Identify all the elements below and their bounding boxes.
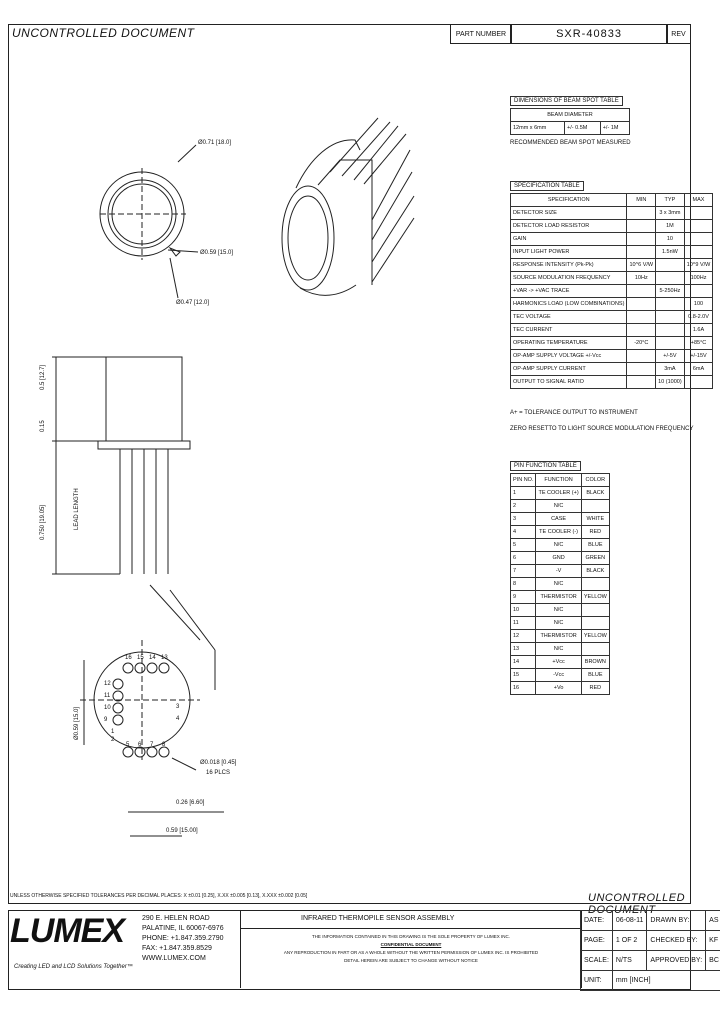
table-cell: OUTPUT TO SIGNAL RATIO [511,376,627,389]
label-dim-long: 0.750 [19.05] [40,504,46,540]
table-row [511,350,713,363]
table-cell: THERMISTOR [536,591,581,604]
table-cell: INPUT LIGHT POWER [511,246,627,259]
table-cell: BLACK [581,565,609,578]
table-cell: 6mA [684,363,713,376]
table-cell: 10Hz [627,272,656,285]
table-cell: -V [536,565,581,578]
dim-table-header: BEAM DIAMETER [511,109,630,122]
table-cell: YELLOW [581,591,609,604]
drawn-value: AS [706,911,720,931]
table-cell: 0.8-2.0V [684,311,713,324]
table-cell [656,298,685,311]
table-row [511,643,610,656]
website: WWW.LUMEX.COM [142,955,206,962]
table-cell: 4 [511,526,536,539]
spec-note-1: A+ = TOLERANCE OUTPUT TO INSTRUMENT [510,410,638,416]
table-cell: N/C [536,539,581,552]
column-header: MIN [627,194,656,207]
address-line: 290 E. HELEN ROAD [142,915,210,922]
table-cell: BLUE [581,669,609,682]
label-ring-inner: Ø0.59 [15.0] [200,250,234,256]
table-cell: N/C [536,578,581,591]
pin-table [510,473,610,695]
table-row [511,539,610,552]
table-cell [684,285,713,298]
table-cell: WHITE [581,513,609,526]
drawn-label: DRAWN BY: [647,911,706,931]
approved-label: APPROVED BY: [647,951,706,971]
table-cell [656,337,685,350]
address-line: PALATINE, IL 60067-6976 [142,925,224,932]
table-row [511,604,610,617]
table-row [511,207,713,220]
fax: FAX: +1.847.359.8529 [142,945,212,952]
table-cell: 7 [511,565,536,578]
table-cell: N/C [536,604,581,617]
pin-num-8: 8 [162,742,166,748]
table-cell: 9 [511,591,536,604]
label-pin-dia: Ø0.018 [0.45] [200,760,237,766]
table-cell: +/-5V [656,350,685,363]
table-row [511,487,610,500]
phone: PHONE: +1.847.359.2790 [142,935,224,942]
pin-num-12: 12 [104,681,111,687]
description: INFRARED THERMOPILE SENSOR ASSEMBLY [241,910,581,929]
table-cell: BLUE [581,539,609,552]
table-row [511,565,610,578]
table-cell [627,298,656,311]
table-cell: DETECTOR SIZE [511,207,627,220]
table-cell: +VAR -> +VAC TRACE [511,285,627,298]
table-cell [627,246,656,259]
table-cell: GREEN [581,552,609,565]
table-cell: YELLOW [581,630,609,643]
table-cell: 13 [511,643,536,656]
table-row [511,682,610,695]
revision-table [580,910,720,991]
pin-num-1: 1 [111,729,115,735]
pin-num-2: 2 [111,737,115,743]
pin-num-3: 3 [176,704,180,710]
table-row [511,630,610,643]
uncontrolled-footer: UNCONTROLLED DOCUMENT [588,892,686,916]
table-row [511,669,610,682]
pin-num-11: 11 [104,693,111,699]
table-cell [627,285,656,298]
pin-num-5: 5 [126,742,130,748]
table-cell: 1.5nW [656,246,685,259]
table-cell: -20°C [627,337,656,350]
table-cell: N/C [536,643,581,656]
table-cell: 15 [511,669,536,682]
tolerance-note: UNLESS OTHERWISE SPECIFIED TOLERANCES PER DECIMAL PLACES: X ±0.01 [0.25], X.XX ±0.005 [0.13], X.XXX ±0.002 [0.05] [10,893,308,899]
table-cell: 11 [511,617,536,630]
table-cell: +/-15V [684,350,713,363]
table-row [511,298,713,311]
tagline: Creating LED and LCD Solutions Together™ [14,964,133,970]
dim-table-note: RECOMMENDED BEAM SPOT MEASURED [510,140,631,146]
table-row [511,363,713,376]
table-row [511,311,713,324]
pin-num-15: 15 [137,655,144,661]
table-row [511,552,610,565]
table-cell: 2 [511,500,536,513]
table-cell: 16 [511,682,536,695]
table-row [511,376,713,389]
table-cell: 10^6 V/W [627,259,656,272]
table-cell [581,500,609,513]
table-cell: 8 [511,578,536,591]
table-cell: TEC CURRENT [511,324,627,337]
table-cell [627,207,656,220]
lumex-logo: LUMEX [10,912,124,950]
table-cell: RED [581,682,609,695]
column-header: MAX [684,194,713,207]
table-cell: CASE [536,513,581,526]
table-row [511,324,713,337]
table-cell: 10 (1000) [656,376,685,389]
disclaimer-line: ANY REPRODUCTION IN PART OR AS A WHOLE WITHOUT THE WRITTEN PERMISSION OF LUMEX INC. IS PROHIBITED [283,950,539,955]
dim-cell: +/- 0.5M [565,122,601,135]
table-cell: N/C [536,500,581,513]
pin-num-14: 14 [149,655,156,661]
disclaimer [241,929,581,965]
table-cell: 3 x 3mm [656,207,685,220]
table-cell [627,350,656,363]
table-row [511,617,610,630]
pin-num-6: 6 [138,742,142,748]
table-row [511,500,610,513]
label-dim-long-note: LEAD LENGTH [74,488,80,530]
table-cell: GAIN [511,233,627,246]
address-block [142,914,224,964]
table-cell: 5 [511,539,536,552]
pin-num-7: 7 [150,742,154,748]
scale-label: SCALE: [581,951,613,971]
table-cell: +Vo [536,682,581,695]
table-cell: OP-AMP SUPPLY CURRENT [511,363,627,376]
pin-num-16: 16 [125,655,132,661]
table-cell [684,246,713,259]
table-cell: 100Hz [684,272,713,285]
column-header: SPECIFICATION [511,194,627,207]
uncontrolled-header: UNCONTROLLED DOCUMENT [12,26,195,40]
table-cell: HARMONICS LOAD (LOW COMBINATIONS) [511,298,627,311]
page-value: 1 OF 2 [612,931,647,951]
table-cell: RED [581,526,609,539]
label-bc: Ø0.59 [15.0] [74,706,80,740]
table-row [511,337,713,350]
table-cell: TEC VOLTAGE [511,311,627,324]
checked-value: KF [706,931,720,951]
table-cell: OP-AMP SUPPLY VOLTAGE +/-Vcc [511,350,627,363]
table-row [511,656,610,669]
label-dim-mid: 0.15 [40,420,46,432]
table-cell [627,376,656,389]
table-cell: 12 [511,630,536,643]
column-header: TYP [656,194,685,207]
unit-value: mm [INCH] [612,971,720,991]
table-cell: 5-250Hz [656,285,685,298]
part-number: SXR-40833 [510,24,668,44]
date-value: 06-08-11 [612,911,647,931]
table-cell: OPERATING TEMPERATURE [511,337,627,350]
scale-value: N/TS [612,951,647,971]
table-cell [684,207,713,220]
table-cell [684,376,713,389]
table-cell: THERMISTOR [536,630,581,643]
table-cell: SOURCE MODULATION FREQUENCY [511,272,627,285]
table-row [511,591,610,604]
table-cell [627,233,656,246]
label-ring-outer: Ø0.71 [18.0] [198,140,232,146]
spec-table [510,193,713,389]
dim-table [510,108,630,135]
approved-value: BC [706,951,720,971]
table-cell [627,363,656,376]
dim-cell: 12mm x 6mm [511,122,565,135]
table-cell: TE COOLER (-) [536,526,581,539]
rev-label: REV [666,24,691,44]
column-header: FUNCTION [536,474,581,487]
table-cell: 1M [656,220,685,233]
table-cell [581,643,609,656]
table-row [511,220,713,233]
table-row [511,285,713,298]
table-cell: 10 [511,604,536,617]
table-cell: DETECTOR LOAD RESISTOR [511,220,627,233]
table-cell: 14 [511,656,536,669]
table-cell: 10 [656,233,685,246]
dim-cell: +/- 1M [600,122,629,135]
table-cell [656,324,685,337]
table-cell [684,220,713,233]
table-cell: 3 [511,513,536,526]
table-row [511,246,713,259]
table-row [511,513,610,526]
pin-num-10: 10 [104,705,111,711]
table-cell [656,272,685,285]
pin-table-title: PIN FUNCTION TABLE [510,461,581,471]
table-cell: -Vcc [536,669,581,682]
table-row [511,233,713,246]
label-width-small: 0.26 [6.60] [176,800,205,806]
table-cell [581,578,609,591]
spec-table-title: SPECIFICATION TABLE [510,181,584,191]
table-cell: RESPONSE INTENSITY (Pk-Pk) [511,259,627,272]
table-cell: 6 [511,552,536,565]
disclaimer-line: CONFIDENTIAL DOCUMENT [380,942,442,947]
pin-num-4: 4 [176,716,180,722]
table-row [511,578,610,591]
table-cell: BROWN [581,656,609,669]
dim-table-title: DIMENSIONS OF BEAM SPOT TABLE [510,96,623,106]
table-cell: 10^9 V/W [684,259,713,272]
unit-label: UNIT: [581,971,613,991]
pin-num-9: 9 [104,717,108,723]
label-pin-dia2: 16 PLCS [206,770,231,776]
table-cell [684,233,713,246]
spec-note-2: ZERO RESETTO TO LIGHT SOURCE MODULATION FREQUENCY [510,426,694,432]
table-cell: 1 [511,487,536,500]
table-row [511,526,610,539]
table-row [511,272,713,285]
table-cell [656,259,685,272]
pin-num-13: 13 [161,655,168,661]
table-cell [627,311,656,324]
table-cell [581,604,609,617]
disclaimer-line: THE INFORMATION CONTAINED IN THIS DRAWING IS THE SOLE PROPERTY OF LUMEX INC. [311,934,511,939]
page-label: PAGE: [581,931,613,951]
column-header: COLOR [581,474,609,487]
label-ring-tab: Ø0.47 [12.0] [176,300,210,306]
table-cell [627,324,656,337]
table-cell: TE COOLER (+) [536,487,581,500]
table-cell: N/C [536,617,581,630]
table-cell: +Vcc [536,656,581,669]
label-width-large: 0.59 [15.00] [166,828,198,834]
disclaimer-line: DETAIL HEREIN ARE SUBJECT TO CHANGE WITHOUT NOTICE [344,958,478,963]
table-cell [581,617,609,630]
date-label: DATE: [581,911,613,931]
table-row [511,259,713,272]
checked-label: CHECKED BY: [647,931,706,951]
description-block [240,910,582,988]
column-header: PIN NO. [511,474,536,487]
table-cell: BLACK [581,487,609,500]
part-number-label: PART NUMBER [450,24,512,44]
table-cell: 3mA [656,363,685,376]
table-cell: +85°C [684,337,713,350]
label-dim-top: 0.5 [12.7] [40,364,46,390]
table-cell [656,311,685,324]
table-cell [627,220,656,233]
table-cell: 1.6A [684,324,713,337]
table-cell: 100 [684,298,713,311]
table-cell: GND [536,552,581,565]
